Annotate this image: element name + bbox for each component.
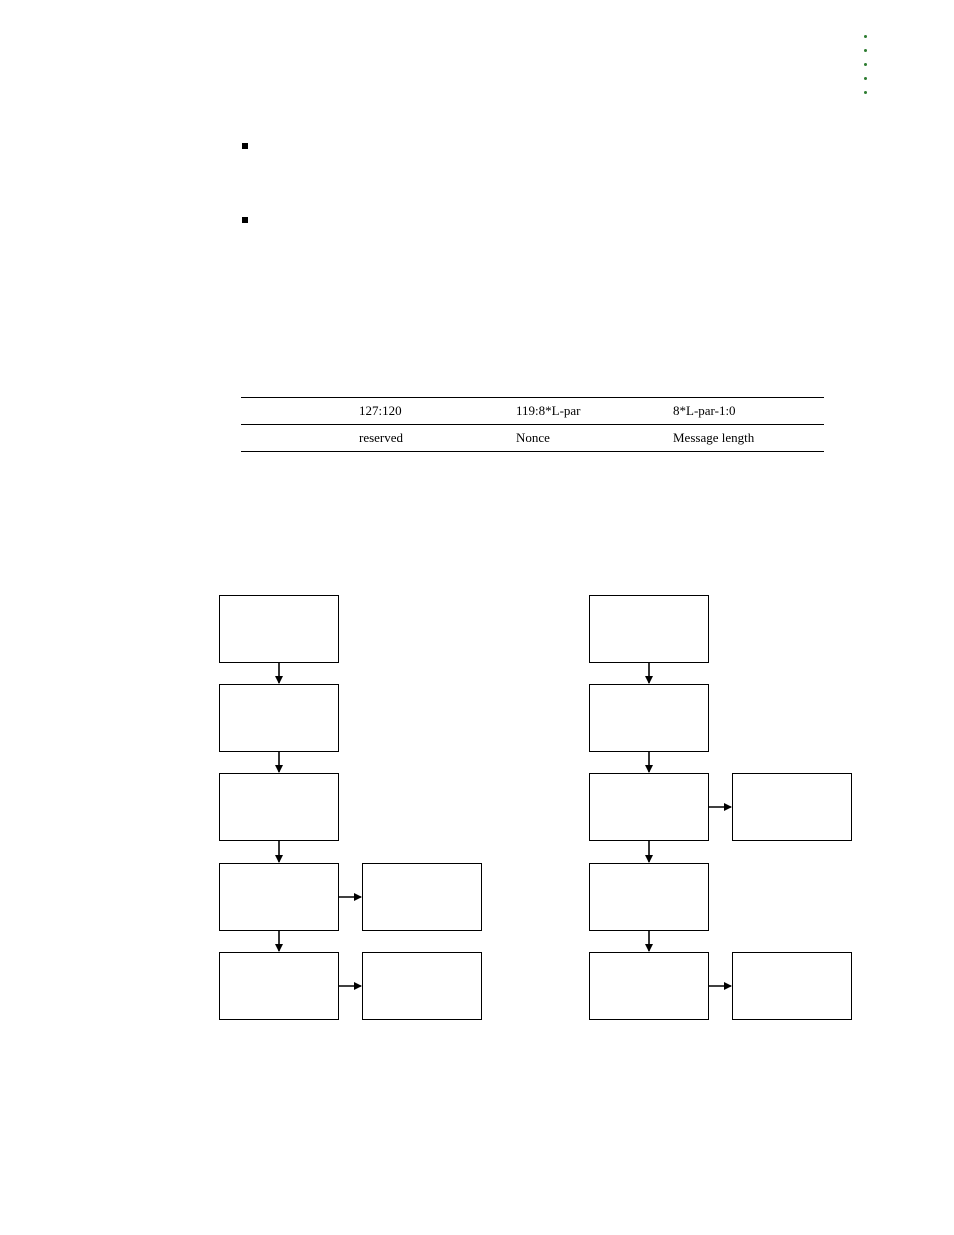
nav-dot[interactable] — [864, 91, 867, 94]
right-flow-step-5 — [589, 952, 709, 1020]
table-header-cell: 119:8*L-par — [516, 398, 673, 425]
left-flow-side-1 — [362, 863, 482, 931]
table-header-cell — [241, 398, 359, 425]
left-flow-step-1 — [219, 595, 339, 663]
left-flow-step-5 — [219, 952, 339, 1020]
right-flow-step-1 — [589, 595, 709, 663]
table-cell: Nonce — [516, 425, 673, 452]
left-flow-side-2 — [362, 952, 482, 1020]
table-cell: Message length — [673, 425, 824, 452]
table-cell — [241, 425, 359, 452]
bullet-marker — [242, 143, 248, 149]
nav-dot[interactable] — [864, 77, 867, 80]
table-header-cell: 127:120 — [359, 398, 516, 425]
right-flow-step-4 — [589, 863, 709, 931]
table-header-cell: 8*L-par-1:0 — [673, 398, 824, 425]
nav-dot[interactable] — [864, 63, 867, 66]
field-layout-table — [241, 397, 824, 452]
right-flow-side-2 — [732, 952, 852, 1020]
right-flow-step-2 — [589, 684, 709, 752]
right-flow-step-3 — [589, 773, 709, 841]
right-flow-side-1 — [732, 773, 852, 841]
bullet-marker — [242, 217, 248, 223]
nav-dot[interactable] — [864, 49, 867, 52]
left-flow-step-3 — [219, 773, 339, 841]
left-flow-step-4 — [219, 863, 339, 931]
left-flow-step-2 — [219, 684, 339, 752]
nav-dot[interactable] — [864, 35, 867, 38]
table-row — [241, 425, 824, 452]
table-cell: reserved — [359, 425, 516, 452]
table-header-row — [241, 398, 824, 425]
